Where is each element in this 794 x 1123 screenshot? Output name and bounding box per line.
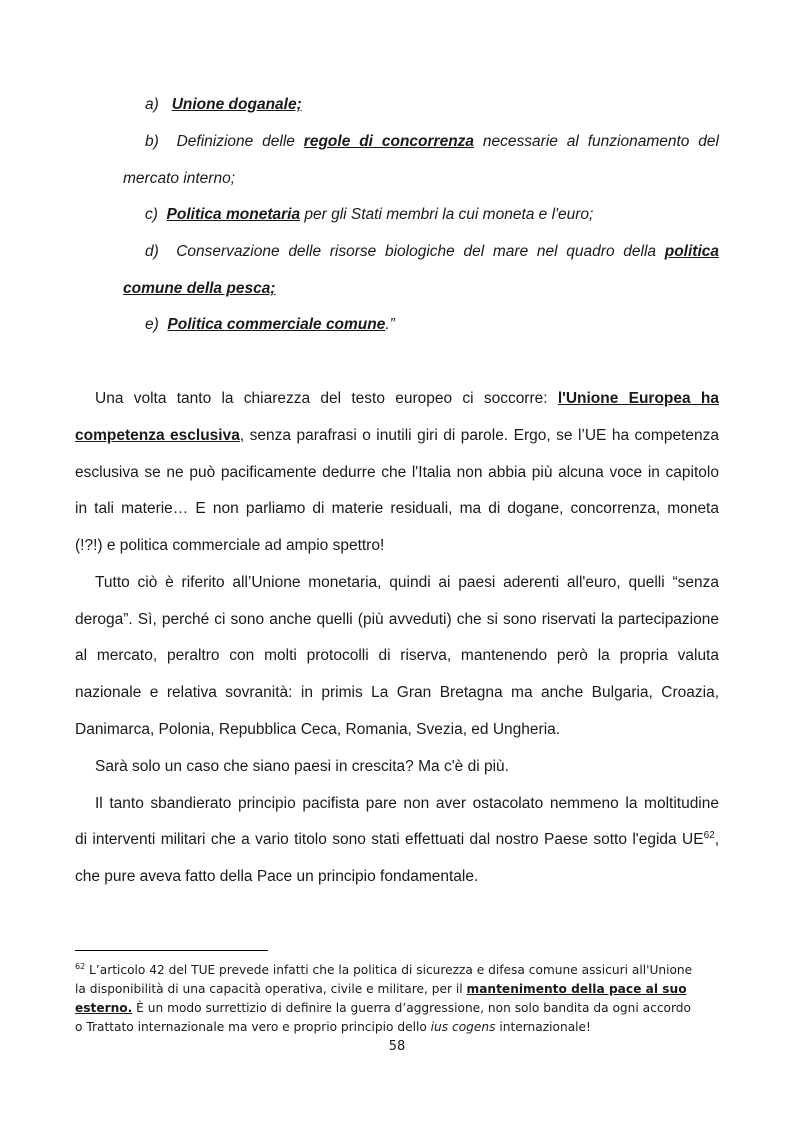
body-text: nazionale e relativa sovranità: in primis La Gran Bretagna ma anche Bulgaria, Croazia, bbox=[75, 684, 719, 701]
paragraph-1-line-3 bbox=[75, 463, 719, 483]
paragraph-2-line-2 bbox=[75, 610, 719, 630]
footnote-emphasis: mantenimento della pace al suo bbox=[466, 982, 687, 996]
paragraph-1-line-2 bbox=[75, 426, 719, 446]
paragraph-4-line-2 bbox=[75, 830, 719, 850]
footnote-text: L’articolo 42 del TUE prevede infatti che la politica di sicurezza e difesa comune assicuri all'Unione bbox=[85, 963, 693, 977]
footnote-text: È un modo surrettizio di definire la guerra d’aggressione, non solo bandita da ogni accordo bbox=[132, 1001, 691, 1015]
paragraph-2-line-1 bbox=[95, 573, 719, 593]
body-text: di interventi militari che a vario titolo sono stati effettuati dal nostro Paese sotto l'egida UE bbox=[75, 831, 704, 848]
body-text: Tutto ciò è riferito all’Unione monetaria, quindi ai paesi aderenti all'euro, quelli “senza bbox=[95, 574, 719, 591]
footnote-line-2 bbox=[75, 980, 687, 998]
list-term: Politica commerciale comune bbox=[167, 316, 386, 333]
emphasis-text: competenza esclusiva bbox=[75, 427, 240, 444]
list-term: comune della pesca; bbox=[123, 280, 276, 297]
emphasis-text: l'Unione Europea ha bbox=[557, 390, 719, 407]
paragraph-1-line-5 bbox=[75, 536, 384, 556]
list-item-e bbox=[145, 315, 395, 335]
paragraph-4-line-3 bbox=[75, 867, 478, 887]
list-marker: d) bbox=[145, 243, 159, 260]
list-item-c bbox=[145, 205, 593, 225]
list-item-d bbox=[145, 242, 719, 262]
body-text: Una volta tanto la chiarezza del testo europeo ci soccorre: bbox=[95, 390, 558, 407]
list-marker: a) bbox=[145, 96, 159, 113]
list-marker: e) bbox=[145, 316, 159, 333]
footnote-text: internazionale! bbox=[495, 1020, 591, 1034]
body-text: Il tanto sbandierato principio pacifista pare non aver ostacolato nemmeno la moltitudine bbox=[95, 795, 719, 812]
paragraph-2-line-5 bbox=[75, 720, 560, 740]
page-number: 58 bbox=[388, 1039, 406, 1054]
list-term: Unione doganale; bbox=[171, 96, 302, 113]
list-text: per gli Stati membri la cui moneta e l'euro; bbox=[300, 206, 594, 223]
paragraph-4-line-1 bbox=[95, 794, 719, 814]
footnote-text: o Trattato internazionale ma vero e proprio principio dello bbox=[75, 1020, 431, 1034]
paragraph-3-line-1 bbox=[95, 757, 509, 777]
list-item-d-continuation bbox=[123, 279, 275, 299]
footnote-separator bbox=[75, 950, 268, 951]
list-marker: c) bbox=[145, 206, 158, 223]
list-item-b-continuation bbox=[123, 169, 235, 189]
list-term: politica bbox=[664, 243, 719, 260]
footnote-reference[interactable]: 62 bbox=[703, 829, 715, 841]
body-text: al mercato, peraltro con molti protocolli di riserva, mantenendo però la propria valuta bbox=[75, 647, 719, 664]
footnote-line-1 bbox=[75, 961, 692, 979]
paragraph-1-line-4 bbox=[75, 499, 719, 519]
list-text: Conservazione delle risorse biologiche del mare nel quadro della bbox=[176, 243, 665, 260]
footnote-italic: ius cogens bbox=[430, 1020, 496, 1034]
body-text: Danimarca, Polonia, Repubblica Ceca, Romania, Svezia, ed Ungheria. bbox=[75, 721, 561, 738]
list-text: necessarie al funzionamento del bbox=[474, 133, 719, 150]
footnote-emphasis: esterno. bbox=[75, 1001, 133, 1015]
body-text: che pure aveva fatto della Pace un principio fondamentale. bbox=[75, 868, 479, 885]
list-text: mercato interno; bbox=[123, 170, 235, 187]
paragraph-1-line-1 bbox=[95, 389, 719, 409]
footnote-number: 62 bbox=[75, 961, 86, 971]
footnote-text: la disponibilità di una capacità operativa, civile e militare, per il bbox=[75, 982, 467, 996]
body-text: in tali materie… E non parliamo di materie residuali, ma di dogane, concorrenza, moneta bbox=[75, 500, 719, 517]
paragraph-2-line-4 bbox=[75, 683, 719, 703]
body-text: , bbox=[714, 831, 719, 848]
body-text: , senza parafrasi o inutili giri di parole. Ergo, se l’UE ha competenza bbox=[239, 427, 719, 444]
footnote-line-4 bbox=[75, 1018, 591, 1036]
body-text: (!?!) e politica commerciale ad ampio spettro! bbox=[75, 537, 385, 554]
list-item-a bbox=[145, 95, 302, 115]
list-item-b bbox=[145, 132, 719, 152]
body-text: deroga”. Sì, perché ci sono anche quelli (più avveduti) che si sono riservati la partecipazione bbox=[75, 611, 719, 628]
paragraph-2-line-3 bbox=[75, 646, 719, 666]
list-text: .” bbox=[385, 316, 395, 333]
list-term: regole di concorrenza bbox=[303, 133, 475, 150]
list-text: Definizione delle bbox=[176, 133, 304, 150]
list-term: Politica monetaria bbox=[166, 206, 301, 223]
list-marker: b) bbox=[145, 133, 159, 150]
body-text: esclusiva se ne può pacificamente dedurre che l'Italia non abbia più alcuna voce in capitolo bbox=[75, 464, 719, 481]
body-text: Sarà solo un caso che siano paesi in crescita? Ma c'è di più. bbox=[95, 758, 509, 775]
footnote-line-3 bbox=[75, 999, 691, 1017]
